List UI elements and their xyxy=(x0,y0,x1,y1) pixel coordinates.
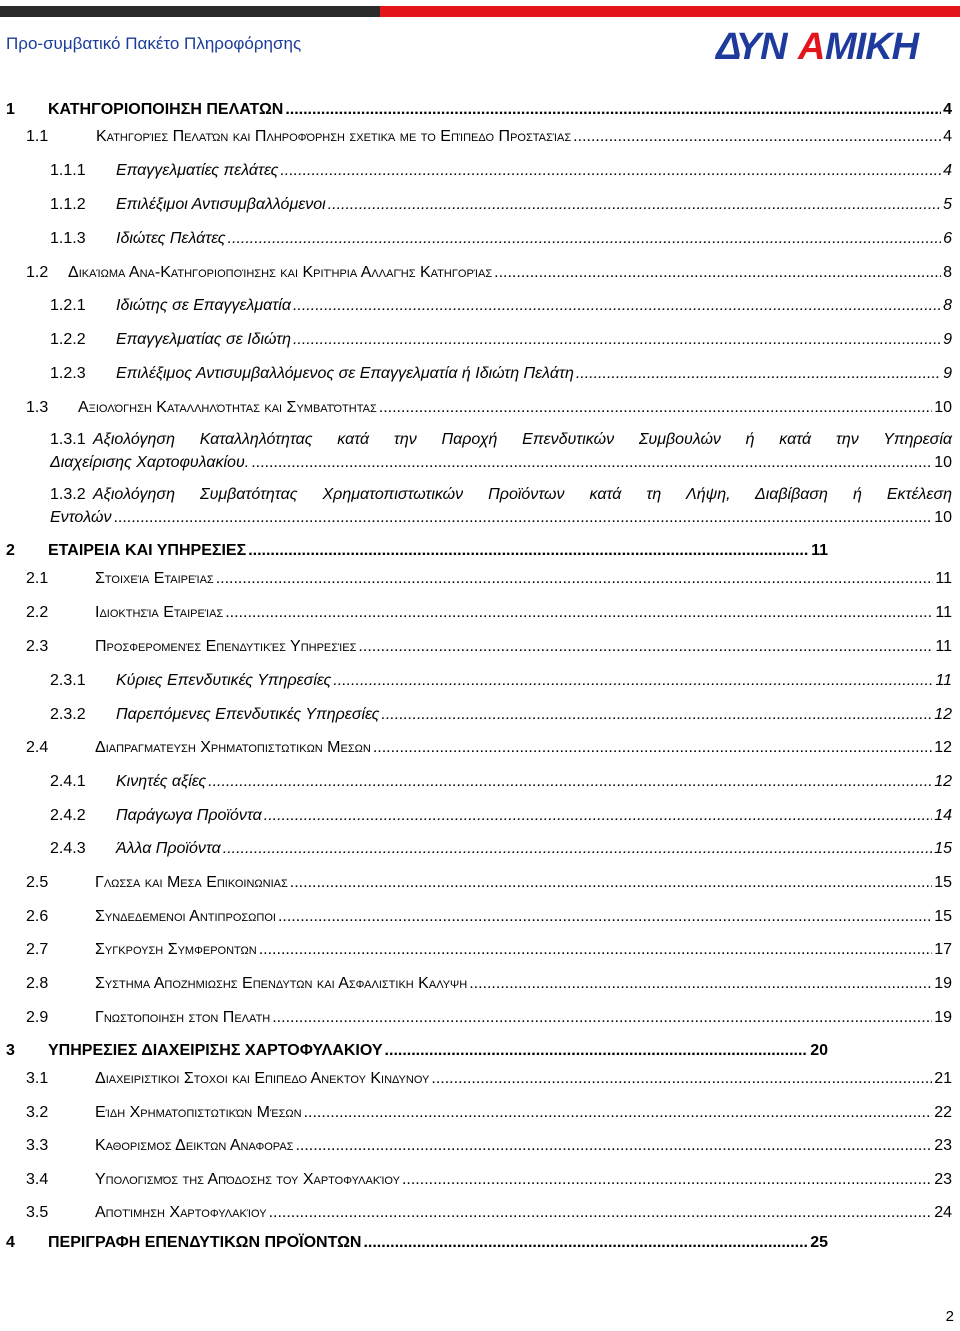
toc-entry[interactable] xyxy=(26,940,952,960)
toc-entry-page: 24 xyxy=(934,1204,952,1221)
toc-entry-title: Υπολογισμός της Απόδοσης του Χαρτοφυλακίου xyxy=(95,1171,400,1188)
toc-leader-dots xyxy=(269,1203,933,1223)
toc-entry[interactable] xyxy=(26,637,952,657)
toc-entry[interactable] xyxy=(50,671,952,691)
toc-entry-page: 4 xyxy=(943,101,952,118)
toc-entry-title: Συστημα Αποζημιωσης Επενδυτων και Ασφαλιστικη Καλυψη xyxy=(95,975,468,992)
toc-entry[interactable] xyxy=(26,1136,952,1156)
toc-leader-dots xyxy=(576,364,941,384)
toc-entry-page: 10 xyxy=(934,454,952,471)
toc-entry[interactable] xyxy=(6,1041,828,1061)
toc-leader-dots xyxy=(295,1136,932,1156)
toc-entry-page: 17 xyxy=(934,941,952,958)
toc-entry-number: 2.6 xyxy=(26,908,49,925)
toc-entry-page: 11 xyxy=(811,542,828,559)
toc-entry-page: 11 xyxy=(935,638,952,655)
toc-entry-title: ΕΤΑΙΡΕΙΑ ΚΑΙ ΥΠΗΡΕΣΙΕΣ xyxy=(48,542,247,559)
toc-entry[interactable] xyxy=(26,738,952,758)
toc-entry-title: Προσφερομενές Επενδυτικές Υπηρεσίες xyxy=(95,638,357,655)
toc-entry-page: 21 xyxy=(934,1070,952,1087)
toc-entry-number: 3.5 xyxy=(26,1204,49,1221)
svg-text:Α: Α xyxy=(798,26,825,68)
toc-entry-number: 2 xyxy=(6,542,15,559)
toc-entry-page: 15 xyxy=(934,874,952,891)
toc-entry-page: 4 xyxy=(943,128,952,145)
toc-entry-page: 14 xyxy=(934,807,952,824)
toc-entry-number: 3.2 xyxy=(26,1104,49,1121)
toc-entry-number: 2.8 xyxy=(26,975,49,992)
toc-entry-number: 2.4.3 xyxy=(50,840,86,857)
toc-entry[interactable] xyxy=(50,195,952,215)
toc-entry[interactable] xyxy=(50,428,952,475)
toc-entry-title: Αξιολόγηση Καταλληλότητας κατά την Παροχή Επενδυτικών Συμβουλών ή κατά την Υπηρεσία xyxy=(93,431,952,448)
svg-text:ΜΙΚΗ: ΜΙΚΗ xyxy=(825,26,919,68)
toc-entry-number: 1.2.1 xyxy=(50,297,86,314)
toc-entry-title: Κατηγορίες Πελατών και Πληροφόρηση σχετικά με το Επίπεδο Προστασίας xyxy=(96,128,572,145)
toc-entry[interactable] xyxy=(26,1170,952,1190)
toc-leader-dots xyxy=(381,705,932,725)
toc-entry-page: 8 xyxy=(943,264,952,281)
toc-leader-dots xyxy=(431,1069,932,1089)
toc-leader-dots xyxy=(113,506,932,530)
toc-entry-title: Κινητές αξίες xyxy=(116,773,207,790)
toc-entry-number: 2.2 xyxy=(26,604,49,621)
toc-entry[interactable] xyxy=(26,873,952,893)
toc-entry-page: 6 xyxy=(943,230,952,247)
toc-leader-dots xyxy=(290,873,932,893)
toc-leader-dots xyxy=(278,907,932,927)
toc-entry-title: Παρεπόμενες Επενδυτικές Υπηρεσίες xyxy=(116,706,380,723)
toc-leader-dots xyxy=(469,974,932,994)
toc-entry-number: 2.3 xyxy=(26,638,49,655)
svg-text:ΔΥΝ: ΔΥΝ xyxy=(716,26,787,68)
toc-entry[interactable] xyxy=(50,772,952,792)
toc-entry-title: Ιδιώτης σε Επαγγελματία xyxy=(116,297,291,314)
toc-entry-title-continued: Εντολών xyxy=(50,509,112,526)
toc-entry-number: 3.1 xyxy=(26,1070,49,1087)
toc-entry-title: Καθορισμος Δεικτων Αναφορας xyxy=(95,1137,294,1154)
toc-entry-number: 1.2 xyxy=(26,264,49,281)
toc-leader-dots xyxy=(373,738,932,758)
toc-entry-title: Επιλέξιμος Αντισυμβαλλόμενος σε Επαγγελματία ή Ιδιώτη Πελάτη xyxy=(116,365,574,382)
toc-entry-title: Διαχειριστικοι Στοχοι και Επιπεδο Ανεκτου Κινδυνου xyxy=(95,1070,430,1087)
toc-entry-title: Επαγγελματίας σε Ιδιώτη xyxy=(116,331,291,348)
toc-entry-page: 12 xyxy=(934,706,952,723)
toc-entry[interactable] xyxy=(26,398,952,418)
toc-entry-page: 11 xyxy=(935,570,952,587)
toc-entry-title: Αξιολόγηση Συμβατότητας Χρηματοπιστωτικών Προϊόντων κατά τη Λήψη, Διαβίβαση ή Εκτέλεση xyxy=(93,486,952,503)
toc-entry-page: 23 xyxy=(934,1137,952,1154)
toc-entry-title: Επαγγελματίες πελάτες xyxy=(116,162,279,179)
toc-leader-dots xyxy=(251,451,932,475)
toc-entry[interactable] xyxy=(50,483,952,530)
toc-entry-title: Διαπραγματευση Χρηματοπιστωτικων Μεσων xyxy=(95,739,371,756)
toc-entry[interactable] xyxy=(26,1008,952,1028)
toc-entry-title: Είδη Χρηματοπιστωτικών Μέσων xyxy=(95,1104,302,1121)
toc-entry-number: 1.3.1 xyxy=(50,431,86,448)
toc-entry-page: 5 xyxy=(943,196,952,213)
toc-entry-title: Ιδιώτες Πελάτες xyxy=(116,230,226,247)
toc-leader-dots xyxy=(285,100,941,120)
toc-entry-number: 3 xyxy=(6,1042,15,1059)
toc-leader-dots xyxy=(358,637,933,657)
toc-leader-dots xyxy=(379,398,932,418)
toc-entry-number: 1.2.3 xyxy=(50,365,86,382)
toc-entry[interactable] xyxy=(50,364,952,384)
toc-entry[interactable] xyxy=(50,705,952,725)
toc-entry-number: 2.9 xyxy=(26,1009,49,1026)
toc-leader-dots xyxy=(293,296,941,316)
toc-entry-number: 1.1 xyxy=(26,128,49,145)
toc-entry-number: 1 xyxy=(6,101,15,118)
toc-entry-title: Παράγωγα Προϊόντα xyxy=(116,807,262,824)
toc-entry-number: 1.1.2 xyxy=(50,196,86,213)
toc-entry[interactable] xyxy=(26,127,952,147)
toc-entry[interactable] xyxy=(50,330,952,350)
toc-entry-number: 1.3 xyxy=(26,399,49,416)
toc-entry-number: 1.3.2 xyxy=(50,486,86,503)
toc-leader-dots xyxy=(573,127,941,147)
toc-entry[interactable] xyxy=(6,1233,828,1253)
toc-entry[interactable] xyxy=(6,541,828,561)
toc-entry-page: 11 xyxy=(935,672,952,689)
toc-entry-number: 2.4.2 xyxy=(50,807,86,824)
toc-entry-page: 11 xyxy=(935,604,952,621)
toc-entry[interactable] xyxy=(26,569,952,589)
toc-entry-page: 15 xyxy=(934,908,952,925)
toc-entry-title-continued: Διαχείρισης Χαρτοφυλακίου. xyxy=(50,454,250,471)
toc-entry-title: Επιλέξιμοι Αντισυμβαλλόμενοι xyxy=(116,196,326,213)
page-number: 2 xyxy=(945,1308,954,1325)
toc-entry[interactable] xyxy=(26,263,952,283)
toc-entry[interactable] xyxy=(50,839,952,859)
toc-entry-page: 19 xyxy=(934,1009,952,1026)
toc-entry[interactable] xyxy=(50,296,952,316)
toc-entry-page: 4 xyxy=(943,162,952,179)
toc-entry-number: 1.1.1 xyxy=(50,162,86,179)
toc-leader-dots xyxy=(248,541,809,561)
toc-entry-title: ΚΑΤΗΓΟΡΙΟΠΟΙΗΣΗ ΠΕΛΑΤΩΝ xyxy=(48,101,284,118)
toc-entry-title: Γλωσσα και Μεσα Επικοινωνιας xyxy=(95,874,288,891)
toc-entry-page: 20 xyxy=(810,1042,828,1059)
toc-leader-dots xyxy=(228,229,942,249)
toc-entry[interactable] xyxy=(26,1103,952,1123)
toc-entry-page: 19 xyxy=(934,975,952,992)
toc-leader-dots xyxy=(259,940,932,960)
toc-entry-page: 9 xyxy=(943,331,952,348)
toc-entry-number: 3.4 xyxy=(26,1171,49,1188)
toc-leader-dots xyxy=(402,1170,932,1190)
toc-entry-title: Ιδιοκτησία Εταιρείας xyxy=(95,604,224,621)
toc-leader-dots xyxy=(216,569,934,589)
toc-entry-number: 2.3.2 xyxy=(50,706,86,723)
toc-entry-title: Συνδεδεμενοι Αντιπροσωποι xyxy=(95,908,276,925)
toc-entry-number: 2.1 xyxy=(26,570,49,587)
toc-entry[interactable] xyxy=(26,1069,952,1089)
toc-leader-dots xyxy=(494,263,941,283)
toc-entry-page: 15 xyxy=(934,840,952,857)
toc-entry-title: Γνωστοποιηση στον Πελατη xyxy=(95,1009,271,1026)
toc-entry[interactable] xyxy=(26,907,952,927)
toc-entry[interactable] xyxy=(26,974,952,994)
toc-entry-number: 3.3 xyxy=(26,1137,49,1154)
document-header-title: Προ-συμβατικό Πακέτο Πληροφόρησης xyxy=(6,34,302,53)
toc-leader-dots xyxy=(293,330,941,350)
toc-entry-title: ΠΕΡΙΓΡΑΦΗ ΕΠΕΝΔΥΤΙΚΩΝ ΠΡΟΪΟΝΤΩΝ xyxy=(48,1234,362,1251)
toc-entry-title: Δικαίωμα Ανα-Κατηγοριοποίησης και Κριτήρια Αλλαγής Κατηγορίας xyxy=(68,264,493,281)
toc-entry-page: 10 xyxy=(934,399,952,416)
toc-entry-page: 8 xyxy=(943,297,952,314)
toc-entry-title: Στοιχεία Εταιρείας xyxy=(95,570,214,587)
toc-entry[interactable] xyxy=(26,1203,952,1223)
toc-entry[interactable] xyxy=(26,603,952,623)
toc-leader-dots xyxy=(363,1233,808,1253)
toc-leader-dots xyxy=(385,1041,809,1061)
toc-leader-dots xyxy=(333,671,933,691)
toc-entry-page: 22 xyxy=(934,1104,952,1121)
toc-entry-title: Άλλα Προϊόντα xyxy=(116,840,221,857)
toc-entry-page: 12 xyxy=(934,739,952,756)
toc-entry-number: 4 xyxy=(6,1234,15,1251)
toc-entry-number: 2.3.1 xyxy=(50,672,86,689)
toc-entry-number: 1.1.3 xyxy=(50,230,86,247)
toc-entry-number: 2.7 xyxy=(26,941,49,958)
toc-entry-number: 2.5 xyxy=(26,874,49,891)
toc-leader-dots xyxy=(280,161,941,181)
toc-leader-dots xyxy=(272,1008,932,1028)
toc-leader-dots xyxy=(225,603,933,623)
toc-entry-page: 10 xyxy=(934,509,952,526)
toc-leader-dots xyxy=(304,1103,933,1123)
toc-entry[interactable] xyxy=(50,806,952,826)
toc-entry-number: 2.4 xyxy=(26,739,49,756)
toc-entry[interactable] xyxy=(50,161,952,181)
toc-entry-number: 2.4.1 xyxy=(50,773,86,790)
toc-entry-page: 23 xyxy=(934,1171,952,1188)
toc-entry-page: 12 xyxy=(934,773,952,790)
toc-leader-dots xyxy=(208,772,932,792)
toc-leader-dots xyxy=(328,195,941,215)
toc-leader-dots xyxy=(223,839,932,859)
toc-entry-page: 25 xyxy=(810,1234,828,1251)
toc-entry[interactable] xyxy=(50,229,952,249)
toc-entry-title: Κύριες Επενδυτικές Υπηρεσίες xyxy=(116,672,332,689)
toc-entry-page: 9 xyxy=(943,365,952,382)
toc-entry-title: ΥΠΗΡΕΣΙΕΣ ΔΙΑΧΕΙΡΙΣΗΣ ΧΑΡΤΟΦΥΛΑΚΙΟΥ xyxy=(48,1042,383,1059)
toc-entry-title: Αποτίμηση Χαρτοφυλακίου xyxy=(95,1204,267,1221)
toc-entry-number: 1.2.2 xyxy=(50,331,86,348)
toc-entry-title: Αξιολόγηση Καταλληλότητας και Συμβατότητας xyxy=(78,399,377,416)
toc-entry[interactable] xyxy=(6,100,952,120)
toc-entry-title: Συγκρουση Συμφεροντων xyxy=(95,941,257,958)
toc-leader-dots xyxy=(264,806,932,826)
